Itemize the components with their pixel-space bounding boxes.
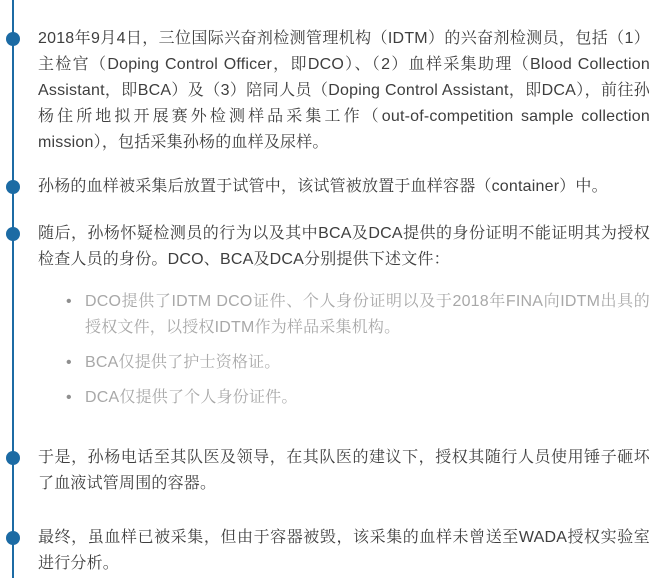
list-item [66, 289, 650, 341]
timeline-entry [38, 174, 650, 200]
entry-text: 于是，孙杨电话至其队医及领导，在其队医的建议下，授权其随行人员使用锤子砸坏了血液试管周围的容器。 [38, 449, 650, 492]
entry-text: 孙杨的血样被采集后放置于试管中，该试管被放置于血样容器（container）中。 [38, 178, 608, 195]
timeline-dot-icon [6, 531, 20, 545]
document-list [38, 289, 650, 411]
timeline-dot-icon [6, 227, 20, 241]
entry-text: 最终，虽血样已被采集，但由于容器被毁，该采集的血样未曾送至WADA授权实验室进行分析。 [38, 529, 650, 572]
bullet-icon: • [66, 293, 72, 310]
timeline-entry [38, 445, 650, 497]
timeline-entry [38, 525, 650, 577]
timeline-entry [38, 221, 650, 411]
timeline-dot-icon [6, 451, 20, 465]
bullet-icon: • [66, 389, 72, 406]
list-item-text: DCO提供了IDTM DCO证件、个人身份证明以及于2018年FINA向IDTM出具的授权文件，以授权IDTM作为样品采集机构。 [85, 293, 650, 336]
list-item-text: BCA仅提供了护士资格证。 [85, 354, 281, 371]
list-item-text: DCA仅提供了个人身份证件。 [85, 389, 298, 406]
timeline-dot-icon [6, 180, 20, 194]
bullet-icon: • [66, 354, 72, 371]
list-item [66, 385, 650, 411]
timeline-entry [38, 26, 650, 156]
entry-text: 随后，孙杨怀疑检测员的行为以及其中BCA及DCA提供的身份证明不能证明其为授权检查人员的身份。DCO、BCA及DCA分别提供下述文件： [38, 225, 650, 268]
entry-text: 2018年9月4日，三位国际兴奋剂检测管理机构（IDTM）的兴奋剂检测员，包括（1）主检官（Doping Control Officer，即DCO）、（2）血样采集助理（Blood Collection Assistant，即BCA）及（3）陪同人员（Doping Control Assistant，即DCA），前往孙杨住所地拟开展赛外检测样品采集工作（out-of-competition sample collection mission），包括采集孙杨的血样及尿样。 [38, 30, 650, 151]
list-item [66, 350, 650, 376]
timeline-dot-icon [6, 32, 20, 46]
